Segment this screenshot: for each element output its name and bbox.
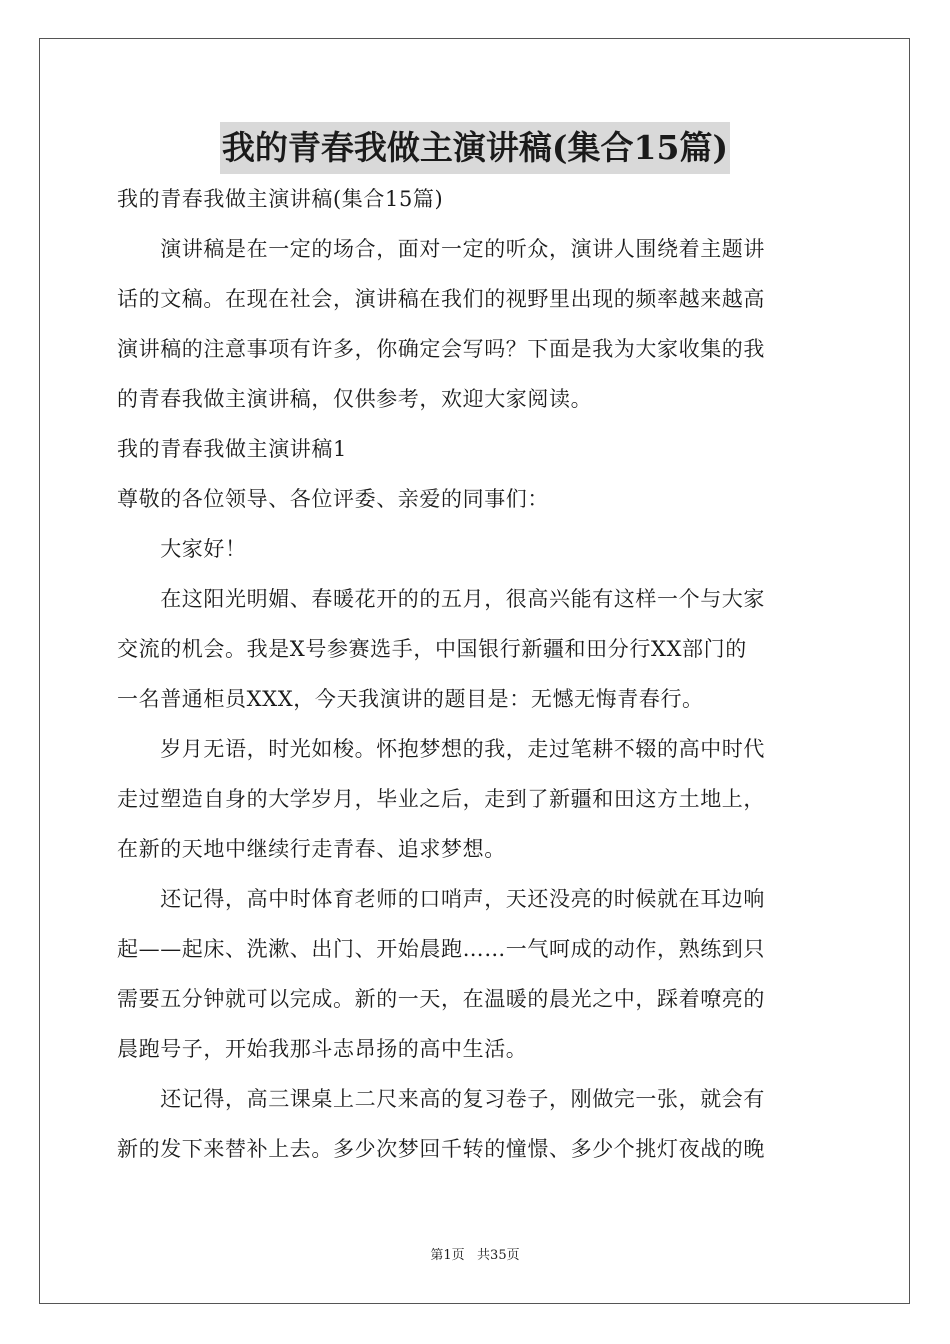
document-line: 演讲稿的注意事项有许多，你确定会写吗？下面是我为大家收集的我 (117, 337, 765, 361)
document-line: 我的青春我做主演讲稿(集合15篇) (117, 187, 444, 211)
document-line: 新的发下来替补上去。多少次梦回千转的憧憬、多少个挑灯夜战的晚 (117, 1137, 765, 1161)
document-title: 我的青春我做主演讲稿(集合15篇) (220, 122, 730, 174)
document-line: 还记得，高三课桌上二尺来高的复习卷子，刚做完一张，就会有 (117, 1087, 765, 1111)
document-line: 大家好！ (117, 537, 247, 561)
document-line: 晨跑号子，开始我那斗志昂扬的高中生活。 (117, 1037, 528, 1061)
document-line: 的青春我做主演讲稿，仅供参考，欢迎大家阅读。 (117, 387, 593, 411)
document-line: 在新的天地中继续行走青春、追求梦想。 (117, 837, 506, 861)
section-heading: 我的青春我做主演讲稿1 (117, 437, 347, 461)
document-line: 交流的机会。我是X号参赛选手，中国银行新疆和田分行XX部门的 (117, 637, 747, 661)
document-line: 岁月无语，时光如梭。怀抱梦想的我，走过笔耕不辍的高中时代 (117, 737, 765, 761)
document-line: 尊敬的各位领导、各位评委、亲爱的同事们： (117, 487, 549, 511)
document-line: 还记得，高中时体育老师的口哨声，天还没亮的时候就在耳边响 (117, 887, 765, 911)
title-wrap (0, 122, 950, 174)
page-border (39, 38, 910, 1304)
document-line: 走过塑造自身的大学岁月，毕业之后，走到了新疆和田这方土地上， (117, 787, 765, 811)
document-line: 起——起床、洗漱、出门、开始晨跑……一气呵成的动作，熟练到只 (117, 937, 765, 961)
document-line: 需要五分钟就可以完成。新的一天，在温暖的晨光之中，踩着嘹亮的 (117, 987, 765, 1011)
document-line: 在这阳光明媚、春暖花开的的五月，很高兴能有这样一个与大家 (117, 587, 765, 611)
document-line: 话的文稿。在现在社会，演讲稿在我们的视野里出现的频率越来越高 (117, 287, 765, 311)
document-line: 一名普通柜员XXX，今天我演讲的题目是：无憾无悔青春行。 (117, 687, 704, 711)
document-line: 演讲稿是在一定的场合，面对一定的听众，演讲人围绕着主题讲 (117, 237, 765, 261)
page-footer: 第1页 共35页 (430, 1248, 520, 1263)
